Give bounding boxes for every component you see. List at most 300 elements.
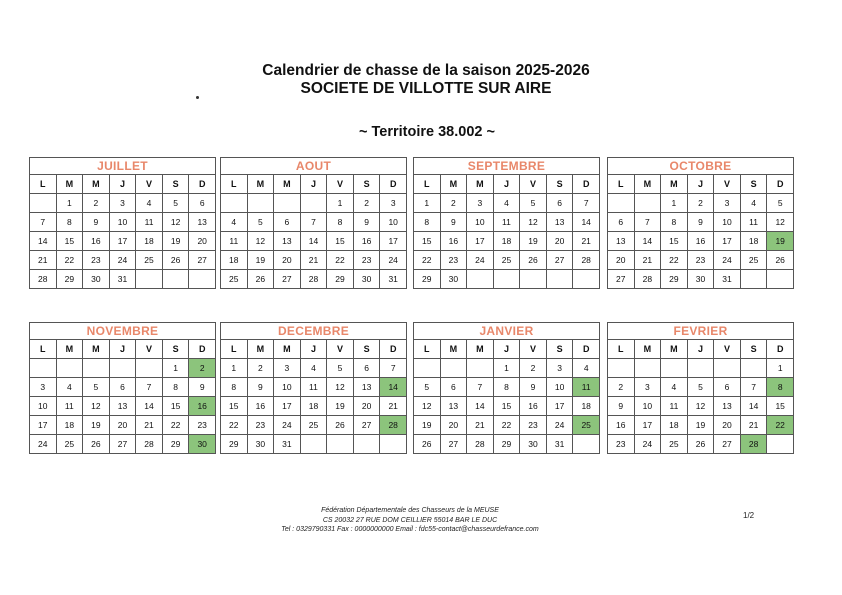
day-cell: 27: [440, 435, 467, 454]
day-cell: 30: [353, 270, 380, 289]
day-cell: 27: [714, 435, 741, 454]
empty-cell: [353, 435, 380, 454]
day-cell: 8: [162, 378, 189, 397]
day-cell: 7: [573, 194, 600, 213]
empty-cell: [274, 194, 301, 213]
empty-cell: [714, 359, 741, 378]
calendar-title: Calendrier de chasse de la saison 2025-2026: [262, 62, 590, 79]
day-cell: 18: [661, 416, 688, 435]
day-cell: 25: [221, 270, 248, 289]
weekday-header: D: [380, 340, 407, 359]
day-cell: 21: [380, 397, 407, 416]
day-cell: 9: [440, 213, 467, 232]
day-cell: 7: [30, 213, 57, 232]
day-cell: 6: [714, 378, 741, 397]
day-cell: 27: [274, 270, 301, 289]
month-name: SEPTEMBRE: [414, 158, 600, 175]
day-cell: 26: [767, 251, 794, 270]
empty-cell: [300, 435, 327, 454]
day-cell: 4: [56, 378, 83, 397]
day-cell: 15: [661, 232, 688, 251]
weekday-header: L: [414, 175, 441, 194]
day-cell: 16: [687, 232, 714, 251]
day-cell: 25: [740, 251, 767, 270]
weekday-header: M: [440, 340, 467, 359]
day-cell: 6: [189, 194, 216, 213]
day-cell: 28: [634, 270, 661, 289]
day-cell: 3: [546, 359, 573, 378]
day-cell: 19: [83, 416, 110, 435]
day-cell: 5: [520, 194, 547, 213]
day-cell: 5: [162, 194, 189, 213]
weekday-header: M: [83, 340, 110, 359]
day-cell: 10: [467, 213, 494, 232]
day-cell: 7: [300, 213, 327, 232]
day-cell: 3: [714, 194, 741, 213]
day-cell: 24: [380, 251, 407, 270]
day-cell: 15: [162, 397, 189, 416]
weekday-header: J: [493, 340, 520, 359]
day-cell: 22: [221, 416, 248, 435]
day-cell: 31: [714, 270, 741, 289]
day-cell: 7: [136, 378, 163, 397]
day-cell: 14: [30, 232, 57, 251]
weekday-header: M: [467, 340, 494, 359]
weekday-header: L: [608, 340, 635, 359]
day-cell: 23: [353, 251, 380, 270]
weekday-header: M: [661, 175, 688, 194]
day-cell: 26: [247, 270, 274, 289]
empty-cell: [740, 270, 767, 289]
day-cell: 22: [327, 251, 354, 270]
day-cell: 25: [56, 435, 83, 454]
weekday-header: J: [300, 340, 327, 359]
day-cell: 21: [300, 251, 327, 270]
day-cell: 20: [189, 232, 216, 251]
weekday-header: M: [56, 340, 83, 359]
month-name: JANVIER: [414, 323, 600, 340]
day-cell: 31: [274, 435, 301, 454]
day-cell: 13: [353, 378, 380, 397]
empty-cell: [300, 194, 327, 213]
day-cell: 4: [136, 194, 163, 213]
day-cell: 12: [247, 232, 274, 251]
day-cell: 12: [83, 397, 110, 416]
day-cell: 6: [546, 194, 573, 213]
day-cell: 20: [274, 251, 301, 270]
weekday-header: V: [714, 175, 741, 194]
day-cell: 25: [300, 416, 327, 435]
day-cell: 1: [767, 359, 794, 378]
day-cell: 8: [661, 213, 688, 232]
day-cell: 12: [414, 397, 441, 416]
day-cell: 24: [634, 435, 661, 454]
day-cell: 30: [520, 435, 547, 454]
day-cell: 13: [714, 397, 741, 416]
hunt-day-cell: 14: [380, 378, 407, 397]
empty-cell: [162, 270, 189, 289]
day-cell: 27: [546, 251, 573, 270]
day-cell: 8: [56, 213, 83, 232]
hunt-day-cell: 2: [189, 359, 216, 378]
empty-cell: [467, 270, 494, 289]
day-cell: 1: [327, 194, 354, 213]
day-cell: 19: [162, 232, 189, 251]
footer: [230, 506, 590, 535]
empty-cell: [740, 359, 767, 378]
month-calendar-octobre: [607, 157, 794, 289]
day-cell: 26: [327, 416, 354, 435]
day-cell: 9: [189, 378, 216, 397]
day-cell: 20: [353, 397, 380, 416]
weekday-header: M: [56, 175, 83, 194]
day-cell: 13: [608, 232, 635, 251]
day-cell: 24: [109, 251, 136, 270]
empty-cell: [767, 270, 794, 289]
day-cell: 3: [380, 194, 407, 213]
footer-line-1: Fédération Départementale des Chasseurs de la MEUSE: [321, 507, 499, 514]
hunt-day-cell: 28: [740, 435, 767, 454]
day-cell: 22: [661, 251, 688, 270]
hunt-day-cell: 16: [189, 397, 216, 416]
empty-cell: [380, 435, 407, 454]
day-cell: 11: [136, 213, 163, 232]
day-cell: 10: [274, 378, 301, 397]
day-cell: 28: [30, 270, 57, 289]
month-calendar-janvier: [413, 322, 600, 454]
weekday-header: D: [189, 175, 216, 194]
hunt-day-cell: 8: [767, 378, 794, 397]
day-cell: 11: [493, 213, 520, 232]
weekday-header: J: [687, 175, 714, 194]
empty-cell: [493, 270, 520, 289]
day-cell: 3: [30, 378, 57, 397]
day-cell: 14: [300, 232, 327, 251]
weekday-header: V: [327, 175, 354, 194]
day-cell: 11: [221, 232, 248, 251]
day-cell: 19: [327, 397, 354, 416]
day-cell: 18: [300, 397, 327, 416]
day-cell: 21: [467, 416, 494, 435]
day-cell: 26: [414, 435, 441, 454]
weekday-header: S: [162, 175, 189, 194]
day-cell: 15: [767, 397, 794, 416]
day-cell: 15: [327, 232, 354, 251]
empty-cell: [327, 435, 354, 454]
day-cell: 24: [467, 251, 494, 270]
day-cell: 17: [274, 397, 301, 416]
day-cell: 13: [440, 397, 467, 416]
weekday-header: M: [274, 175, 301, 194]
month-name: JUILLET: [30, 158, 216, 175]
day-cell: 10: [634, 397, 661, 416]
day-cell: 23: [440, 251, 467, 270]
empty-cell: [573, 270, 600, 289]
day-cell: 2: [520, 359, 547, 378]
day-cell: 10: [380, 213, 407, 232]
day-cell: 9: [353, 213, 380, 232]
weekday-header: D: [573, 175, 600, 194]
weekday-header: S: [162, 340, 189, 359]
day-cell: 29: [162, 435, 189, 454]
day-cell: 28: [573, 251, 600, 270]
empty-cell: [30, 359, 57, 378]
day-cell: 22: [162, 416, 189, 435]
empty-cell: [136, 270, 163, 289]
day-cell: 31: [380, 270, 407, 289]
weekday-header: L: [608, 175, 635, 194]
day-cell: 18: [573, 397, 600, 416]
day-cell: 10: [546, 378, 573, 397]
day-cell: 28: [300, 270, 327, 289]
day-cell: 17: [30, 416, 57, 435]
day-cell: 21: [740, 416, 767, 435]
day-cell: 24: [30, 435, 57, 454]
day-cell: 11: [300, 378, 327, 397]
weekday-header: S: [740, 340, 767, 359]
day-cell: 21: [634, 251, 661, 270]
day-cell: 31: [546, 435, 573, 454]
day-cell: 17: [467, 232, 494, 251]
day-cell: 14: [467, 397, 494, 416]
day-cell: 16: [353, 232, 380, 251]
weekday-header: V: [714, 340, 741, 359]
day-cell: 10: [30, 397, 57, 416]
weekday-header: M: [247, 175, 274, 194]
empty-cell: [247, 194, 274, 213]
weekday-header: S: [353, 340, 380, 359]
day-cell: 10: [109, 213, 136, 232]
weekday-header: M: [274, 340, 301, 359]
day-cell: 21: [573, 232, 600, 251]
day-cell: 6: [353, 359, 380, 378]
weekday-header: S: [353, 175, 380, 194]
day-cell: 18: [221, 251, 248, 270]
day-cell: 11: [661, 397, 688, 416]
weekday-header: S: [740, 175, 767, 194]
day-cell: 19: [247, 251, 274, 270]
day-cell: 25: [493, 251, 520, 270]
weekday-header: S: [546, 175, 573, 194]
empty-cell: [661, 359, 688, 378]
hunt-day-cell: 22: [767, 416, 794, 435]
footer-line-3: Tel : 0329790331 Fax : 0000000000 Email : fdc55-contact@chasseurdefrance.com: [281, 526, 539, 533]
day-cell: 15: [414, 232, 441, 251]
day-cell: 2: [247, 359, 274, 378]
month-calendar-aout: [220, 157, 407, 289]
day-cell: 12: [327, 378, 354, 397]
hunt-day-cell: 28: [380, 416, 407, 435]
day-cell: 6: [109, 378, 136, 397]
hunt-day-cell: 11: [573, 378, 600, 397]
empty-cell: [136, 359, 163, 378]
day-cell: 29: [327, 270, 354, 289]
hunt-day-cell: 19: [767, 232, 794, 251]
day-cell: 1: [162, 359, 189, 378]
day-cell: 1: [661, 194, 688, 213]
day-cell: 19: [520, 232, 547, 251]
empty-cell: [467, 359, 494, 378]
day-cell: 9: [687, 213, 714, 232]
empty-cell: [440, 359, 467, 378]
day-cell: 29: [221, 435, 248, 454]
day-cell: 29: [661, 270, 688, 289]
day-cell: 13: [109, 397, 136, 416]
weekday-header: D: [380, 175, 407, 194]
footer-line-2: CS 20032 27 RUE DOM CEILLIER 55014 BAR LE DUC: [322, 516, 498, 524]
day-cell: 19: [687, 416, 714, 435]
empty-cell: [687, 359, 714, 378]
weekday-header: M: [467, 175, 494, 194]
weekday-header: M: [83, 175, 110, 194]
empty-cell: [414, 359, 441, 378]
day-cell: 5: [327, 359, 354, 378]
page-number: 1/2: [743, 511, 755, 520]
day-cell: 16: [608, 416, 635, 435]
day-cell: 30: [687, 270, 714, 289]
day-cell: 8: [221, 378, 248, 397]
day-cell: 4: [300, 359, 327, 378]
empty-cell: [56, 359, 83, 378]
day-cell: 14: [740, 397, 767, 416]
weekday-header: V: [520, 175, 547, 194]
month-calendar-juillet: [29, 157, 216, 289]
day-cell: 27: [189, 251, 216, 270]
day-cell: 23: [687, 251, 714, 270]
day-cell: 11: [740, 213, 767, 232]
day-cell: 17: [380, 232, 407, 251]
day-cell: 3: [109, 194, 136, 213]
day-cell: 30: [247, 435, 274, 454]
day-cell: 19: [414, 416, 441, 435]
day-cell: 14: [573, 213, 600, 232]
empty-cell: [767, 435, 794, 454]
day-cell: 8: [327, 213, 354, 232]
day-cell: 29: [414, 270, 441, 289]
day-cell: 28: [136, 435, 163, 454]
day-cell: 9: [520, 378, 547, 397]
day-cell: 24: [714, 251, 741, 270]
day-cell: 7: [380, 359, 407, 378]
day-cell: 15: [56, 232, 83, 251]
hunt-day-cell: 30: [189, 435, 216, 454]
day-cell: 22: [493, 416, 520, 435]
weekday-header: L: [221, 340, 248, 359]
hunt-day-cell: 25: [573, 416, 600, 435]
day-cell: 12: [162, 213, 189, 232]
empty-cell: [30, 194, 57, 213]
day-cell: 7: [467, 378, 494, 397]
day-cell: 13: [546, 213, 573, 232]
weekday-header: D: [767, 175, 794, 194]
day-cell: 3: [467, 194, 494, 213]
day-cell: 2: [608, 378, 635, 397]
day-cell: 20: [546, 232, 573, 251]
day-cell: 28: [467, 435, 494, 454]
day-cell: 11: [56, 397, 83, 416]
empty-cell: [83, 359, 110, 378]
day-cell: 29: [493, 435, 520, 454]
day-cell: 4: [661, 378, 688, 397]
day-cell: 27: [608, 270, 635, 289]
day-cell: 31: [109, 270, 136, 289]
day-cell: 1: [56, 194, 83, 213]
day-cell: 1: [414, 194, 441, 213]
weekday-header: J: [109, 175, 136, 194]
month-name: NOVEMBRE: [30, 323, 216, 340]
day-cell: 17: [634, 416, 661, 435]
weekday-header: J: [687, 340, 714, 359]
day-cell: 14: [136, 397, 163, 416]
weekday-header: M: [634, 340, 661, 359]
day-cell: 16: [83, 232, 110, 251]
day-cell: 6: [274, 213, 301, 232]
day-cell: 26: [83, 435, 110, 454]
day-cell: 23: [247, 416, 274, 435]
day-cell: 23: [83, 251, 110, 270]
day-cell: 3: [634, 378, 661, 397]
weekday-header: D: [573, 340, 600, 359]
month-name: DECEMBRE: [221, 323, 407, 340]
day-cell: 9: [608, 397, 635, 416]
day-cell: 24: [546, 416, 573, 435]
weekday-header: J: [300, 175, 327, 194]
empty-cell: [189, 270, 216, 289]
empty-cell: [608, 194, 635, 213]
day-cell: 16: [440, 232, 467, 251]
day-cell: 5: [687, 378, 714, 397]
day-cell: 9: [83, 213, 110, 232]
weekday-header: V: [327, 340, 354, 359]
day-cell: 20: [440, 416, 467, 435]
day-cell: 10: [714, 213, 741, 232]
day-cell: 6: [608, 213, 635, 232]
day-cell: 9: [247, 378, 274, 397]
day-cell: 5: [414, 378, 441, 397]
territory-label: ~ Territoire 38.002 ~: [359, 124, 495, 140]
society-name: SOCIETE DE VILLOTTE SUR AIRE: [300, 80, 552, 97]
day-cell: 15: [493, 397, 520, 416]
month-calendar-decembre: [220, 322, 407, 454]
day-cell: 25: [661, 435, 688, 454]
day-cell: 5: [767, 194, 794, 213]
weekday-header: M: [440, 175, 467, 194]
day-cell: 4: [493, 194, 520, 213]
month-name: OCTOBRE: [608, 158, 794, 175]
day-cell: 16: [247, 397, 274, 416]
month-name: FEVRIER: [608, 323, 794, 340]
day-cell: 2: [353, 194, 380, 213]
day-cell: 26: [687, 435, 714, 454]
day-cell: 23: [608, 435, 635, 454]
day-cell: 21: [30, 251, 57, 270]
weekday-header: L: [221, 175, 248, 194]
day-cell: 26: [520, 251, 547, 270]
empty-cell: [634, 194, 661, 213]
weekday-header: M: [634, 175, 661, 194]
day-cell: 4: [573, 359, 600, 378]
day-cell: 3: [274, 359, 301, 378]
weekday-header: D: [189, 340, 216, 359]
day-cell: 17: [714, 232, 741, 251]
day-cell: 21: [136, 416, 163, 435]
day-cell: 12: [520, 213, 547, 232]
day-cell: 27: [353, 416, 380, 435]
day-cell: 13: [189, 213, 216, 232]
month-calendar-septembre: [413, 157, 600, 289]
day-cell: 29: [56, 270, 83, 289]
day-cell: 23: [520, 416, 547, 435]
